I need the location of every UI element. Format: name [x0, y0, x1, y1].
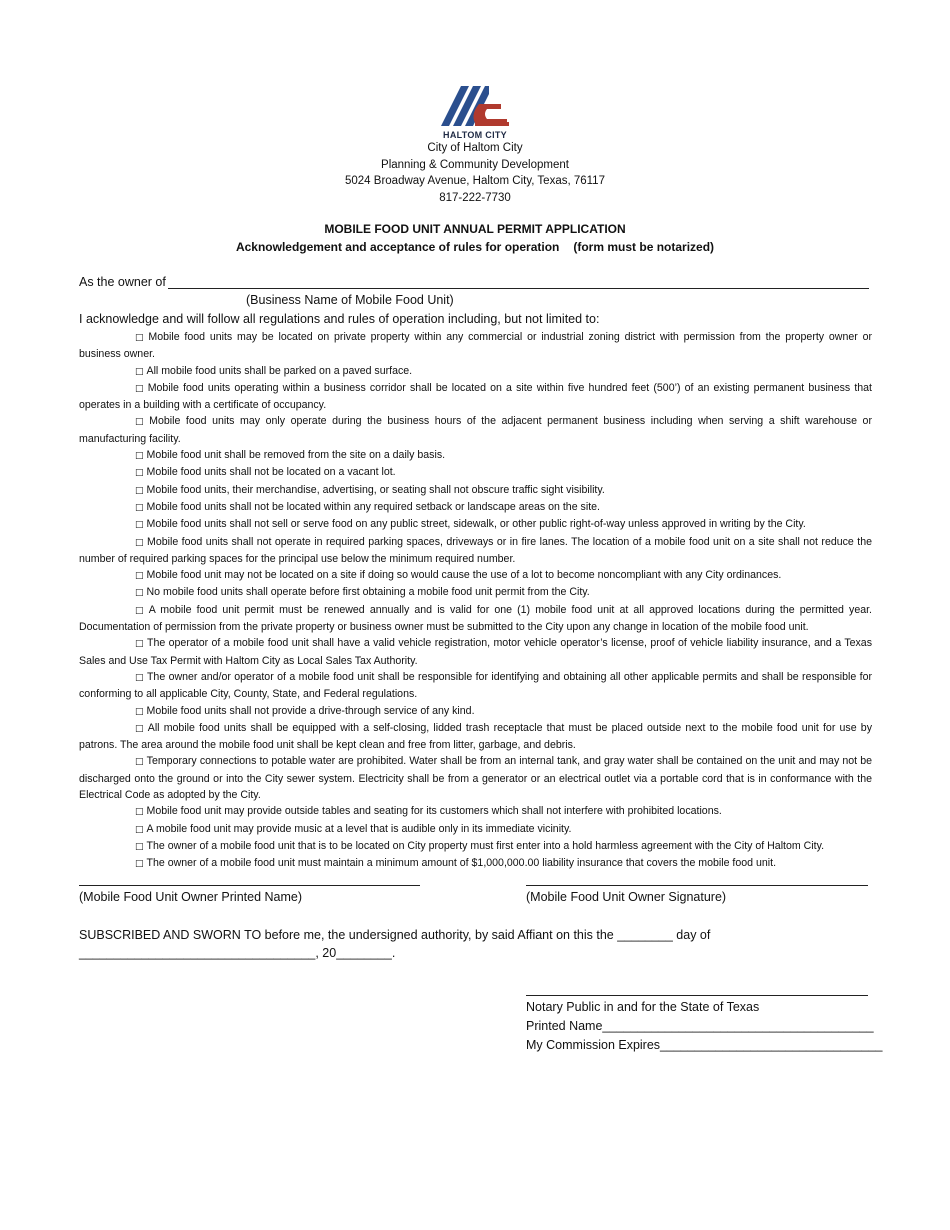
rule-item: □ All mobile food units shall be equipped with a self-closing, lidded trash receptacle that must be placed outside next to the mobile food unit for use by patrons. The area around the mobile food unit shall be kept clean and free from litter, garbage, and debris.	[79, 720, 872, 754]
signature-line[interactable]	[526, 885, 868, 886]
address: 5024 Broadway Avenue, Haltom City, Texas, 76117	[345, 175, 605, 187]
notary-printed-name: Printed Name_______________________________________	[526, 1019, 874, 1033]
rule-item: □ A mobile food unit may provide music at a level that is audible only in its immediate vicinity.	[79, 821, 872, 838]
rule-item: □ All mobile food units shall be parked on a paved surface.	[79, 363, 872, 380]
sworn-date-line: __________________________________, 20________.	[79, 946, 396, 960]
title-note: (form must be notarized)	[573, 240, 715, 254]
rule-item: □ Mobile food units, their merchandise, advertising, or seating shall not obscure traffic sight visibility.	[79, 482, 872, 499]
rule-item: □ The operator of a mobile food unit shall have a valid vehicle registration, motor vehicle operator’s license, proof of vehicle liability insurance, and a Texas Sales and Use Tax Permit with Haltom City as Local Sales Tax Authority.	[79, 635, 872, 669]
rule-item: □ No mobile food units shall operate before first obtaining a mobile food unit permit from the City.	[79, 584, 872, 601]
rule-item: □ A mobile food unit permit must be renewed annually and is valid for one (1) mobile food unit at all approved locations during the permitted year. Documentation of permission from the private property or business owner must be submitted to the City upon any change in location of the mobile food unit.	[79, 602, 872, 636]
logo-text: HALTOM CITY	[443, 130, 507, 140]
rule-item: □ Mobile food unit shall be removed from the site on a daily basis.	[79, 447, 872, 464]
rule-item: □ The owner and/or operator of a mobile food unit shall be responsible for identifying and obtaining all other applicable permits and shall be responsible for conforming to all applicable City, County, State, and Federal regulations.	[79, 669, 872, 703]
owner-row	[79, 275, 869, 289]
letterhead	[0, 76, 950, 206]
printed-name-label: (Mobile Food Unit Owner Printed Name)	[79, 890, 302, 904]
owner-prefix: As the owner of	[79, 275, 166, 289]
rules-list	[79, 329, 872, 873]
rule-item: □ Mobile food units shall not sell or serve food on any public street, sidewalk, or other public right-of-way unless approved in writing by the City.	[79, 516, 872, 533]
rule-item: □ Mobile food unit may provide outside tables and seating for its customers which shall not interfere with prohibited locations.	[79, 803, 872, 820]
title-main: MOBILE FOOD UNIT ANNUAL PERMIT APPLICATION	[324, 222, 626, 236]
title-sub: Acknowledgement and acceptance of rules for operation	[235, 240, 560, 254]
city-name: City of Haltom City	[427, 142, 523, 154]
acknowledgement-text: I acknowledge and will follow all regulations and rules of operation including, but not limited to:	[79, 312, 600, 326]
rule-item: □ Temporary connections to potable water are prohibited. Water shall be from an internal tank, and gray water shall be contained on the unit and may not be discharged onto the ground or into the City sewer system. Electricity shall be from a generator or an electrical outlet via a portable cord that is in conformance with the Electrical Code as adopted by the City.	[79, 753, 872, 803]
rule-item: □ Mobile food units may only operate during the business hours of the adjacent permanent business including when serving a shift warehouse or manufacturing facility.	[79, 413, 872, 447]
rule-item: □ Mobile food units operating within a business corridor shall be located on a site within five hundred feet (500’) of an existing permanent business that operates in a building with a certificate of occupancy.	[79, 380, 872, 414]
rule-item: □ Mobile food units shall not be located within any required setback or landscape areas on the site.	[79, 499, 872, 516]
notary-signature-line[interactable]	[526, 995, 868, 996]
rule-item: □ Mobile food units may be located on private property within any commercial or industrial zoning district with permission from the property owner or business owner.	[79, 329, 872, 363]
title-subline	[0, 238, 950, 256]
rule-item: □ Mobile food units shall not provide a drive-through service of any kind.	[79, 703, 872, 720]
rule-item: □ The owner of a mobile food unit that is to be located on City property must first enter into a hold harmless agreement with the City of Haltom City.	[79, 838, 872, 855]
rule-item: □ Mobile food units shall not operate in required parking spaces, driveways or in fire lanes. The location of a mobile food unit on a site shall not reduce the number of required parking spaces for the principal use below the minimum required number.	[79, 534, 872, 568]
sworn-statement: SUBSCRIBED AND SWORN TO before me, the undersigned authority, by said Affiant on this the ________ day of	[79, 928, 711, 942]
rule-item: □ Mobile food unit may not be located on a site if doing so would cause the use of a lot to become noncompliant with any City ordinances.	[79, 567, 872, 584]
phone: 817-222-7730	[439, 191, 511, 204]
business-name-field[interactable]	[168, 276, 869, 289]
business-name-label: (Business Name of Mobile Food Unit)	[246, 293, 454, 307]
printed-name-line[interactable]	[79, 885, 420, 886]
notary-commission: My Commission Expires________________________________	[526, 1038, 883, 1052]
department: Planning & Community Development	[381, 158, 569, 171]
form-title	[0, 220, 950, 256]
rule-item: □ Mobile food units shall not be located on a vacant lot.	[79, 464, 872, 481]
rule-item: □ The owner of a mobile food unit must maintain a minimum amount of $1,000,000.00 liability insurance that covers the mobile food unit.	[79, 855, 872, 872]
signature-label: (Mobile Food Unit Owner Signature)	[526, 890, 727, 904]
notary-state-label: Notary Public in and for the State of Texas	[526, 1000, 760, 1014]
haltom-city-logo	[435, 76, 515, 138]
